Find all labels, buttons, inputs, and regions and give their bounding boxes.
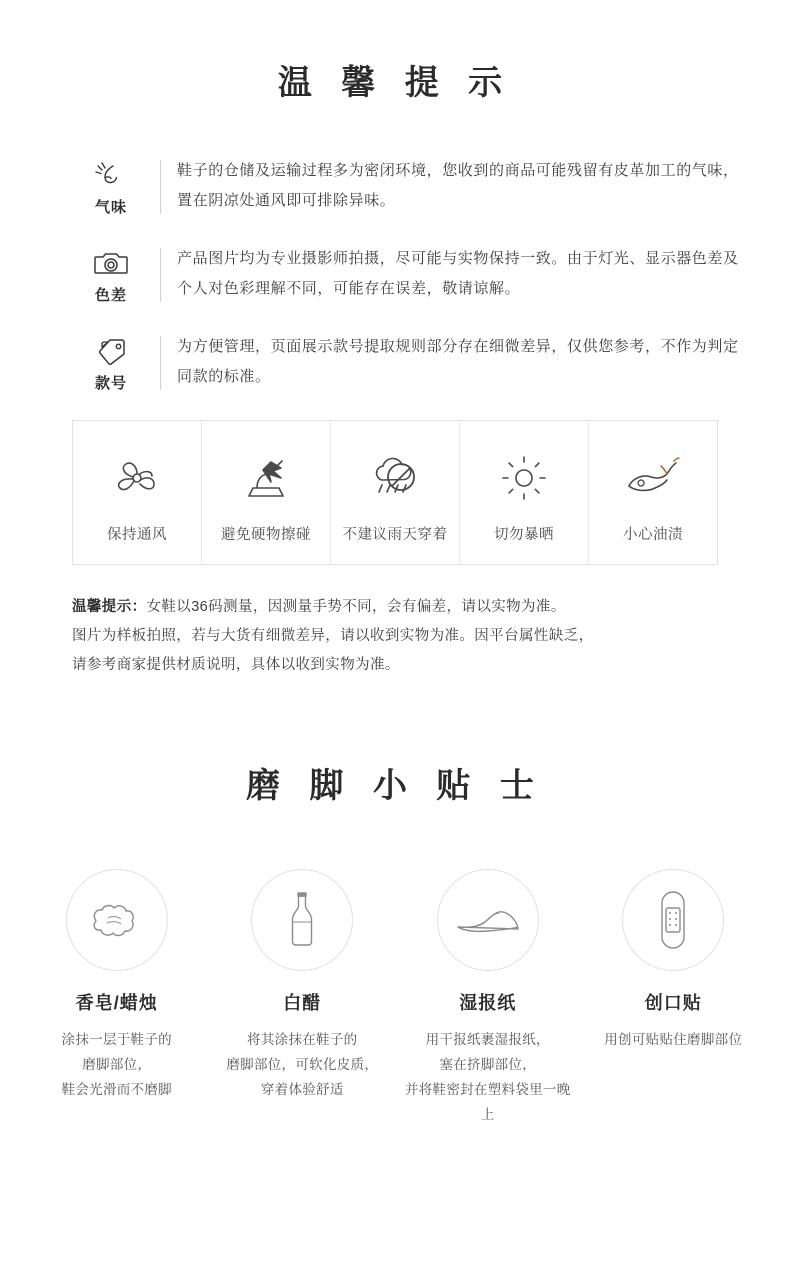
tip-desc: 将其涂抹在鞋子的 磨脚部位，可软化皮质， 穿着体验舒适	[226, 1032, 379, 1097]
tip-item-vinegar	[210, 869, 396, 1127]
no-rain-icon	[335, 447, 455, 509]
care-item-oil-stain	[589, 421, 717, 564]
note-label: 气味	[94, 199, 127, 216]
oil-stain-icon	[593, 447, 713, 509]
tip-icon-circle	[251, 869, 353, 971]
care-item-no-rain	[331, 421, 460, 564]
tip-name: 创口贴	[644, 993, 702, 1013]
tip-icon-circle	[66, 869, 168, 971]
blister-tips-grid	[24, 869, 766, 1127]
no-sun-exposure-icon	[464, 447, 584, 509]
tip-name: 香皂/蜡烛	[75, 993, 158, 1013]
nose-smell-icon	[72, 158, 150, 192]
care-label: 不建议雨天穿着	[342, 527, 448, 543]
tip-name: 白醋	[283, 993, 322, 1013]
note-icon-group	[72, 244, 150, 305]
fan-ventilation-icon	[77, 447, 197, 509]
care-item-ventilation	[73, 421, 202, 564]
tip-desc: 用干报纸裹湿报纸， 塞在挤脚部位， 并将鞋密封在塑料袋里一晚上	[404, 1032, 571, 1122]
tip-desc: 涂抹一层于鞋子的 磨脚部位， 鞋会光滑而不磨脚	[61, 1032, 172, 1097]
notes-list	[0, 156, 790, 394]
note-item-smell	[72, 156, 750, 218]
note-text: 鞋子的仓储及运输过程多为密闭环境，您收到的商品可能残留有皮革加工的气味，置在阴凉处通风即可排除异味。	[177, 162, 739, 209]
note-icon-group	[72, 156, 150, 217]
tip-item-wet-newspaper	[395, 869, 581, 1127]
care-item-no-scratch	[202, 421, 331, 564]
note-icon-group	[72, 332, 150, 393]
footnote-label: 温馨提示：	[72, 599, 147, 615]
footnote-line-2: 图片为样板拍照，若与大货有细微差异，请以收到实物为准。因平台属性缺乏，	[72, 628, 594, 644]
footnote-line-1	[72, 593, 718, 622]
tip-name: 湿报纸	[459, 993, 517, 1013]
page-title-blister-tips: 磨 脚 小 贴 士	[246, 767, 544, 805]
bandage-icon	[656, 888, 690, 952]
wet-newspaper-icon	[452, 900, 524, 940]
care-label: 保持通风	[107, 527, 167, 543]
footnote-line-3: 请参考商家提供材质说明，具体以收到实物为准。	[72, 657, 400, 673]
note-text: 为方便管理，页面展示款号提取规则部分存在细微差异，仅供您参考，不作为判定同款的标准。	[177, 338, 739, 385]
tip-item-bandage	[581, 869, 767, 1127]
footnote-text-1: 女鞋以36码测量，因测量手势不同，会有偏差，请以实物为准。	[146, 599, 566, 615]
tip-item-soap	[24, 869, 210, 1127]
care-instructions-grid	[72, 420, 718, 565]
tag-icon	[72, 334, 150, 368]
care-label: 避免硬物擦碰	[221, 527, 311, 543]
hard-object-scratch-icon	[206, 447, 326, 509]
vinegar-bottle-icon	[282, 889, 322, 951]
note-item-model	[72, 332, 750, 394]
tip-icon-circle	[622, 869, 724, 971]
divider	[160, 248, 161, 302]
tip-desc: 用创可贴贴住磨脚部位	[604, 1032, 743, 1047]
footnote-block	[72, 593, 718, 680]
divider	[160, 160, 161, 214]
note-item-color	[72, 244, 750, 306]
care-label: 小心油渍	[623, 527, 683, 543]
note-label: 色差	[94, 287, 127, 304]
note-label: 款号	[94, 375, 127, 392]
product-care-page	[0, 55, 790, 1277]
divider	[160, 336, 161, 390]
camera-icon	[72, 246, 150, 280]
tip-icon-circle	[437, 869, 539, 971]
care-label: 切勿暴晒	[494, 527, 554, 543]
note-text: 产品图片均为专业摄影师拍摄，尽可能与实物保持一致。由于灯光、显示器色差及个人对色彩理解不同，可能存在误差，敬请谅解。	[177, 250, 739, 297]
care-item-no-sun	[460, 421, 589, 564]
page-title-tips: 温 馨 提 示	[277, 64, 513, 102]
soap-bar-icon	[86, 897, 148, 943]
